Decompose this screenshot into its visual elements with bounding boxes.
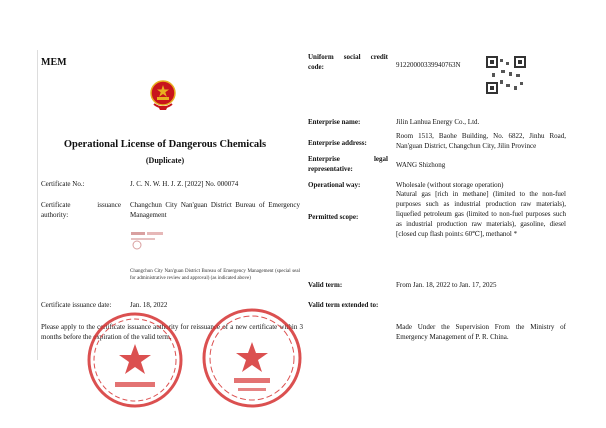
corner-mark: MEM xyxy=(41,57,67,68)
cert-no-label: Certificate No.: xyxy=(41,180,85,188)
cert-no-value: J. C. N. W. H. J. Z. [2022] No. 000074 xyxy=(130,180,239,188)
valid-term-value: From Jan. 18, 2022 to Jan. 17, 2025 xyxy=(396,281,497,289)
issuance-date-value: Jan. 18, 2022 xyxy=(130,301,168,309)
enterprise-address-label: Enterprise address: xyxy=(308,139,367,147)
enterprise-name-label: Enterprise name: xyxy=(308,118,361,126)
round-seal-left xyxy=(85,310,185,410)
round-seal-right xyxy=(200,306,304,410)
national-emblem-icon xyxy=(150,80,176,112)
permitted-scope-label: Permitted scope: xyxy=(308,213,359,221)
credit-code-label: Uniform social credit code: xyxy=(308,53,388,71)
permitted-scope-value: Natural gas [rich in methane] (limited to the non-fuel purposes such as industrial production raw materials), liquefied petroleum gas (limited to non-fuel purposes such as industrial production raw materials), gasoline, diesel [closed cup flash point≤ 60℃], methanol * xyxy=(396,190,566,238)
reissue-note: Please apply to the certificate issuance authority for reissuance of a new certificate within 3 months before the expiration of the valid term. xyxy=(41,323,303,341)
qr-code xyxy=(486,56,526,94)
small-seal-mark xyxy=(130,229,166,251)
legal-rep-value: WANG Shizhong xyxy=(396,161,446,169)
valid-term-label: Valid term: xyxy=(308,281,343,289)
page-left-border xyxy=(37,50,38,360)
enterprise-address-value: Room 1513, Baohe Building, No. 6822, Jinhu Road, Nan'guan District, Changchun City, Jilin Province xyxy=(396,132,566,150)
valid-extended-label: Valid term extended to: xyxy=(308,301,379,309)
license-title: Operational License of Dangerous Chemicals xyxy=(63,139,267,150)
issuance-date-label: Certificate issuance date: xyxy=(41,301,112,309)
authority-label-text: Certificate issuance authority: xyxy=(41,201,121,219)
authority-value: Changchun City Nan'guan District Bureau of Emergency Management xyxy=(130,201,300,219)
operational-way-value: Wholesale (without storage operation) xyxy=(396,181,504,189)
supervision-note: Made Under the Supervision From the Ministry of Emergency Management of P. R. China. xyxy=(396,323,566,341)
enterprise-name-value: Jilin Lanhua Energy Co., Ltd. xyxy=(396,118,480,126)
authority-label xyxy=(41,200,121,220)
operational-way-label: Operational way: xyxy=(308,181,361,189)
license-subtitle: (Duplicate) xyxy=(145,156,185,165)
credit-code-value: 91220000339940763N xyxy=(396,61,461,69)
seal-caption: Changchun City Nan'guan District Bureau of Emergency Management (special seal for administrative review and approval) (as indicated above) xyxy=(130,269,300,281)
legal-rep-label: Enterprise legal representative: xyxy=(308,155,388,173)
